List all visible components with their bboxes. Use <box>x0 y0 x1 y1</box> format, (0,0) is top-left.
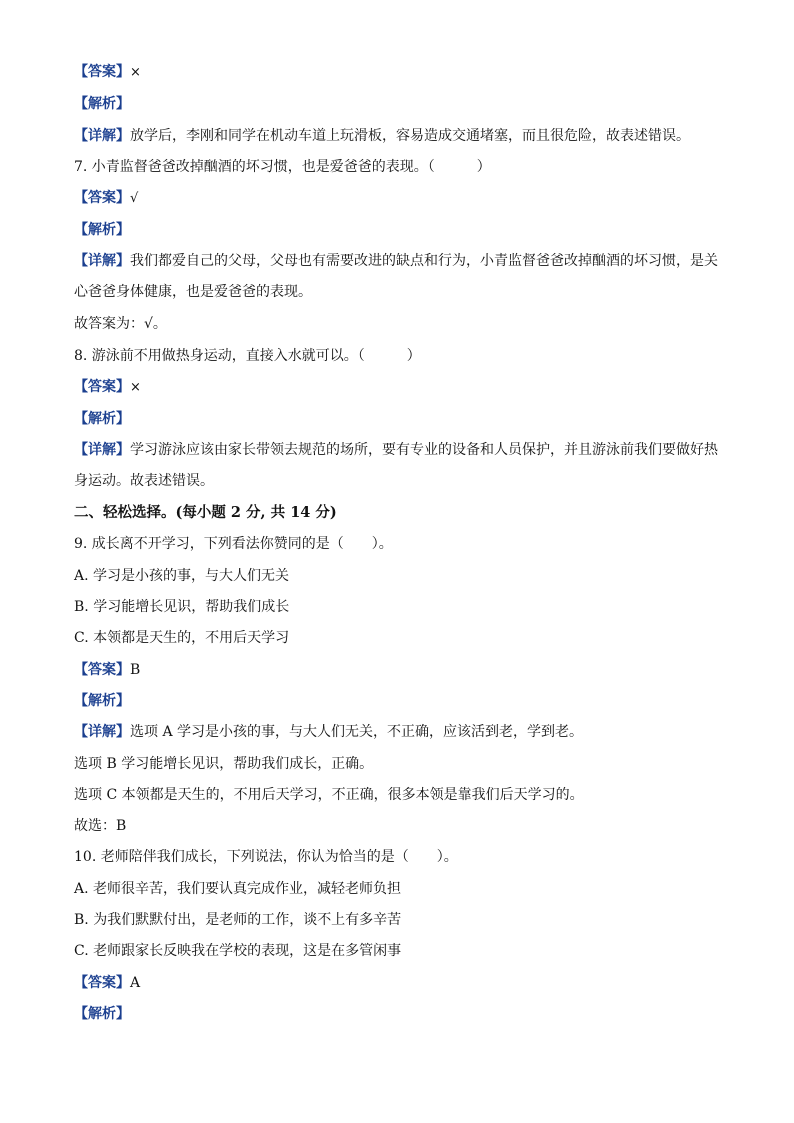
option-b: B. 学习能增长见识，帮助我们成长 <box>74 599 290 616</box>
answer-line <box>74 188 724 209</box>
analysis-line <box>74 94 724 114</box>
detail-text: 放学后，李刚和同学在机动车道上玩滑板，容易造成交通堵塞，而且很危险，故表述错误。 <box>130 127 690 144</box>
analysis-tag: 【解析】 <box>74 692 130 709</box>
question-8: 8. 游泳前不用做热身运动，直接入水就可以。（ ） <box>74 347 421 364</box>
analysis-tag: 【解析】 <box>74 411 130 428</box>
option-a: A. 老师很辛苦，我们要认真完成作业，减轻老师负担 <box>74 880 402 897</box>
answer-tag: 【答案】 <box>74 974 130 991</box>
analysis-line <box>74 409 724 429</box>
answer-tag: 【答案】 <box>74 661 130 678</box>
detail-text: 选项 A 学习是小孩的事，与大人们无关，不正确，应该活到老，学到老。 <box>130 724 584 741</box>
detail-tag: 【详解】 <box>74 127 130 144</box>
option-a: A. 学习是小孩的事，与大人们无关 <box>74 567 290 584</box>
detail-text: 我们都爱自己的父母，父母也有需要改进的缺点和行为，小青监督爸爸改掉酗酒的坏习惯，是关心爸爸身体健康，也是爱爸爸的表现。 <box>74 253 718 301</box>
question-7: 7. 小青监督爸爸改掉酗酒的坏习惯，也是爱爸爸的表现。（ ） <box>74 158 491 175</box>
detail-tag: 【详解】 <box>74 724 130 741</box>
answer-value: √ <box>130 191 139 207</box>
answer-value: B <box>130 661 141 678</box>
answer-line <box>74 62 724 83</box>
option-c: C. 老师跟家长反映我在学校的表现，这是在多管闲事 <box>74 943 402 960</box>
answer-line <box>74 377 724 398</box>
conclusion-line: 故选：B <box>74 818 127 835</box>
option-b: B. 为我们默默付出，是老师的工作，谈不上有多辛苦 <box>74 912 402 929</box>
analysis-tag: 【解析】 <box>74 96 130 113</box>
section-heading: 二、轻松选择。(每小题 2 分, 共 14 分) <box>74 504 337 522</box>
answer-value: A <box>130 974 141 991</box>
answer-value: × <box>130 379 141 395</box>
analysis-tag: 【解析】 <box>74 1005 130 1022</box>
detail-tag: 【详解】 <box>74 441 130 458</box>
detail-paragraph <box>74 246 724 309</box>
detail-line <box>74 126 724 146</box>
answer-line <box>74 660 724 680</box>
detail-paragraph <box>74 435 724 498</box>
detail-line-3: 选项 C 本领都是天生的，不用后天学习，不正确，很多本领是靠我们后天学习的。 <box>74 786 584 803</box>
answer-tag: 【答案】 <box>74 378 130 395</box>
question-10: 10. 老师陪伴我们成长，下列说法，你认为恰当的是（ ）。 <box>74 849 458 866</box>
detail-text: 学习游泳应该由家长带领去规范的场所，要有专业的设备和人员保护，并且游泳前我们要做好热身运动。故表述错误。 <box>74 441 718 490</box>
question-9: 9. 成长离不开学习，下列看法你赞同的是（ ）。 <box>74 536 393 553</box>
detail-tag: 【详解】 <box>74 253 130 270</box>
analysis-line <box>74 220 724 240</box>
answer-line <box>74 973 724 993</box>
detail-line <box>74 722 724 742</box>
detail-line-2: 选项 B 学习能增长见识，帮助我们成长，正确。 <box>74 755 374 772</box>
conclusion-line: 故答案为：√。 <box>74 316 167 333</box>
document-page <box>74 62 724 1035</box>
option-c: C. 本领都是天生的，不用后天学习 <box>74 630 290 647</box>
answer-tag: 【答案】 <box>74 190 130 207</box>
analysis-line <box>74 1004 724 1024</box>
answer-value: × <box>130 65 141 80</box>
analysis-line <box>74 691 724 711</box>
analysis-tag: 【解析】 <box>74 222 130 239</box>
answer-tag: 【答案】 <box>74 64 130 80</box>
